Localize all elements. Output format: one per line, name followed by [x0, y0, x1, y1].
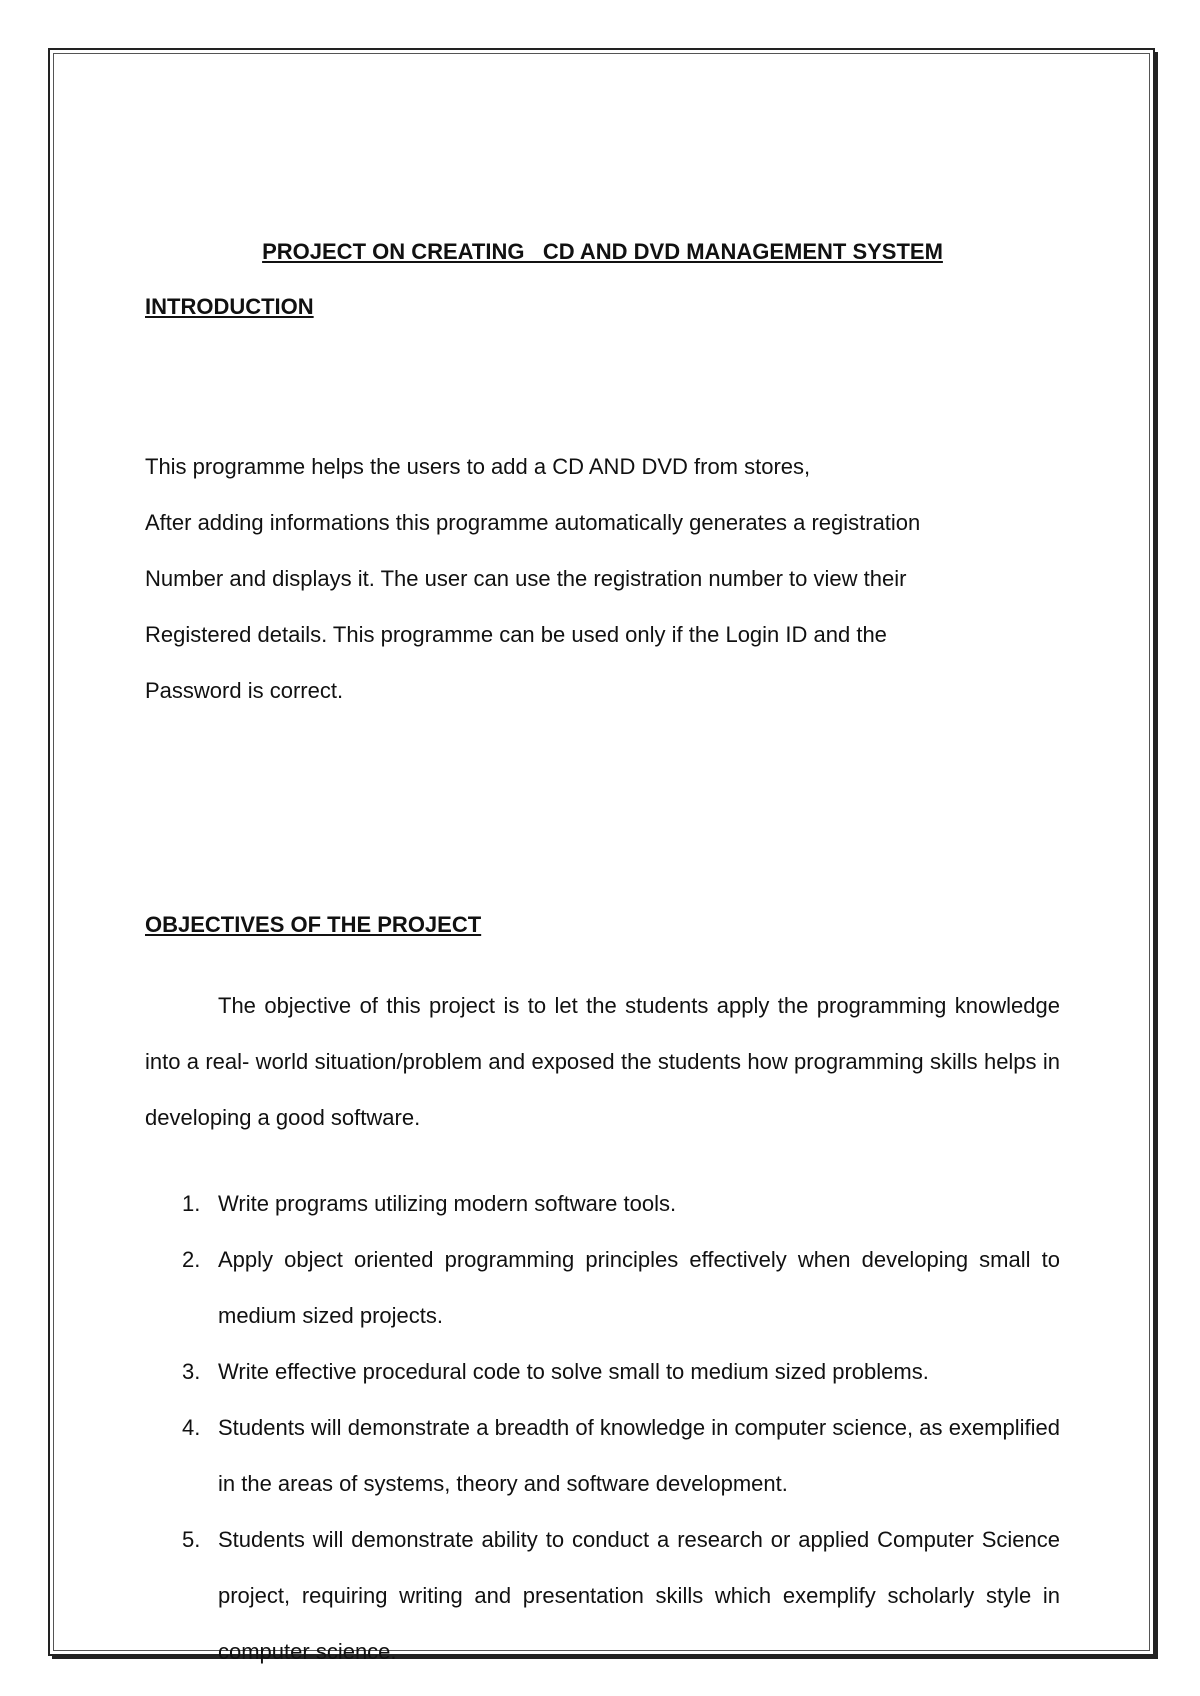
list-item-text: Students will demonstrate ability to conduct a research or applied Computer Science project, requiring writing and presentation skills which exemplify scholarly style in computer science. — [218, 1527, 1060, 1664]
introduction-line: Password is correct. — [145, 678, 344, 703]
list-item-text: Apply object oriented programming principles effectively when developing small to medium sized projects. — [218, 1247, 1060, 1328]
list-item-number: 1. — [182, 1191, 201, 1216]
list-item — [145, 1400, 1060, 1512]
list-item-number: 2. — [182, 1247, 201, 1272]
introduction-line: This programme helps the users to add a CD AND DVD from stores, — [145, 454, 811, 479]
objectives-paragraph: The objective of this project is to let the students apply the programming knowledge into a real- world situation/problem and exposed the students how programming skills helps in developing a good software. — [145, 993, 1060, 1130]
objectives-heading: OBJECTIVES OF THE PROJECT — [145, 912, 482, 937]
list-item — [145, 1512, 1060, 1680]
document-title: PROJECT ON CREATING CD AND DVD MANAGEMENT SYSTEM — [262, 239, 943, 264]
list-item-text: Write programs utilizing modern software tools. — [218, 1191, 677, 1216]
introduction-line: Registered details. This programme can be used only if the Login ID and the — [145, 622, 887, 647]
list-item-number: 5. — [182, 1527, 201, 1552]
objectives-list — [145, 1176, 1060, 1680]
list-item-number: 4. — [182, 1415, 201, 1440]
introduction-line: After adding informations this programme automatically generates a registration — [145, 510, 921, 535]
list-item-number: 3. — [182, 1359, 201, 1384]
list-item-text: Write effective procedural code to solve small to medium sized problems. — [218, 1359, 929, 1384]
introduction-heading: INTRODUCTION — [145, 294, 314, 319]
list-item — [145, 1344, 1060, 1400]
list-item — [145, 1176, 1060, 1232]
list-item — [145, 1232, 1060, 1344]
introduction-line: Number and displays it. The user can use the registration number to view their — [145, 566, 907, 591]
list-item-text: Students will demonstrate a breadth of knowledge in computer science, as exemplified in the areas of systems, theory and software development. — [218, 1415, 1060, 1496]
introduction-paragraph — [145, 327, 1060, 831]
section-spacer — [145, 831, 1060, 905]
document-body — [145, 232, 1060, 1680]
page-border-shadow-right — [1155, 52, 1158, 1658]
